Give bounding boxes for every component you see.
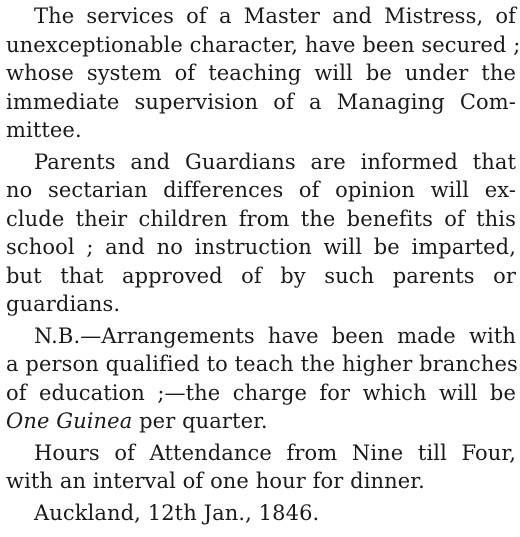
- text-line: N.B.—Arrangements have been made with: [34, 323, 516, 348]
- text-line: but that approved of by such parents or: [6, 263, 516, 288]
- dateline: [6, 499, 516, 528]
- text-line: [6, 407, 516, 436]
- text-line: a person qualified to teach the higher branches: [6, 352, 518, 376]
- text-line: unexceptionable character, have been secured ;: [6, 32, 520, 57]
- paragraph-hours: [6, 439, 516, 496]
- text-line: whose system of teaching will be under the: [6, 61, 516, 85]
- paragraph-nb: [6, 322, 516, 436]
- text-line: Parents and Guardians are informed that: [34, 149, 516, 174]
- text-line: immediate supervision of a Managing Com-: [6, 89, 516, 114]
- paragraph-parents: [6, 148, 516, 319]
- text-line: guardians.: [6, 292, 121, 316]
- text-line: of education ;—the charge for which will be: [6, 380, 516, 405]
- price-italic: One Guinea: [6, 409, 133, 433]
- text-line: mittee.: [6, 118, 82, 142]
- dateline-text: Auckland, 12th Jan., 1846.: [34, 500, 320, 525]
- text-line: Hours of Attendance from Nine till Four,: [34, 440, 516, 465]
- text-line: school ; and no instruction will be imparted,: [6, 235, 516, 259]
- text-line: The services of a Master and Mistress, of: [34, 4, 516, 28]
- newspaper-notice: [6, 2, 520, 527]
- text-line: with an interval of one hour for dinner.: [6, 469, 425, 493]
- paragraph-staff: [6, 2, 520, 145]
- text-line: clude their children from the benefits of this: [6, 206, 516, 231]
- text-line: no sectarian differences of opinion will ex-: [6, 178, 516, 202]
- price-rest: per quarter.: [132, 409, 268, 433]
